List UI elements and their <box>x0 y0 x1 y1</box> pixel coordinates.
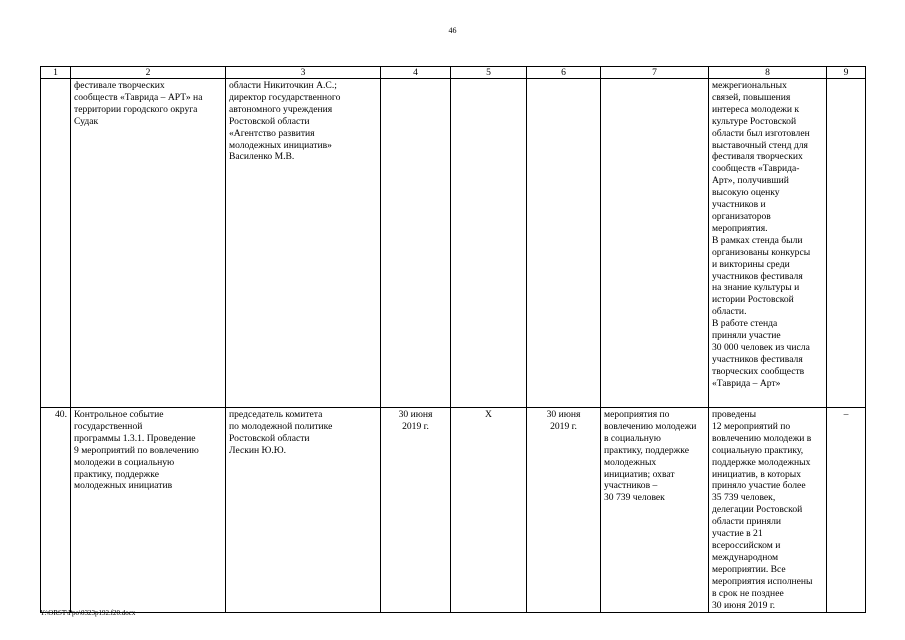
cell-planned-result: мероприятия по вовлечению молодежи в социальную практику, поддержке молодежных инициатив; охват участников – 30 739 человек <box>601 408 709 613</box>
cell-planned-date: 30 июня 2019 г. <box>381 408 451 613</box>
col-header-6: 6 <box>527 67 601 79</box>
cell-responsible: председатель комитета по молодежной политике Ростовской области Лескин Ю.Ю. <box>226 408 381 613</box>
page-number: 46 <box>448 26 457 35</box>
col-header-1: 1 <box>41 67 71 79</box>
cell <box>601 79 709 408</box>
cell <box>527 79 601 408</box>
cell-result: межрегиональных связей, повышения интереса молодежи к культуре Ростовской области был изготовлен выставочный стенд для фестиваля творческих сообществ «Таврида- Арт», получивший высокую оценку участников и организаторов мероприятия. В рамках стенда были организованы конкурсы и викторины среди участников фестиваля на знание культуры и истории Ростовской области. В работе стенда приняли участие 30 000 человек из числа участников фестиваля творческих сообществ «Таврида – Арт» <box>709 79 827 408</box>
cell-mark: Х <box>451 408 527 613</box>
report-table <box>40 66 866 613</box>
col-header-2: 2 <box>71 67 226 79</box>
file-path-footer: Y:\ORST\Ppo\0323p192.f20.docx <box>40 609 136 617</box>
cell-event: Контрольное событие государственной программы 1.3.1. Проведение 9 мероприятий по вовлечению молодежи в социальную практику, поддержке молодежных инициатив <box>71 408 226 613</box>
cell-actual-result: проведены 12 мероприятий по вовлечению молодежи в социальную практику, поддержке молодежных инициатив, в которых приняло участие более 35 739 человек, делегации Ростовской области приняли участие в 21 всероссийском и международном мероприятии. Все мероприятия исполнены в срок не позднее 30 июня 2019 г. <box>709 408 827 613</box>
cell-note: – <box>827 408 866 613</box>
col-header-8: 8 <box>709 67 827 79</box>
header-row <box>41 67 866 79</box>
cell <box>381 79 451 408</box>
col-header-5: 5 <box>451 67 527 79</box>
cell <box>41 79 71 408</box>
cell-event: фестивале творческих сообществ «Таврида – АРТ» на территории городского округа Судак <box>71 79 226 408</box>
cell-number: 40. <box>41 408 71 613</box>
col-header-9: 9 <box>827 67 866 79</box>
table-row-continued <box>41 79 866 408</box>
table-row-40 <box>41 408 866 613</box>
col-header-3: 3 <box>226 67 381 79</box>
cell <box>451 79 527 408</box>
col-header-7: 7 <box>601 67 709 79</box>
col-header-4: 4 <box>381 67 451 79</box>
cell <box>827 79 866 408</box>
cell-responsible: области Никиточкин А.С.; директор государственного автономного учреждения Ростовской области «Агентство развития молодежных инициатив» Василенко М.В. <box>226 79 381 408</box>
cell-actual-date: 30 июня 2019 г. <box>527 408 601 613</box>
